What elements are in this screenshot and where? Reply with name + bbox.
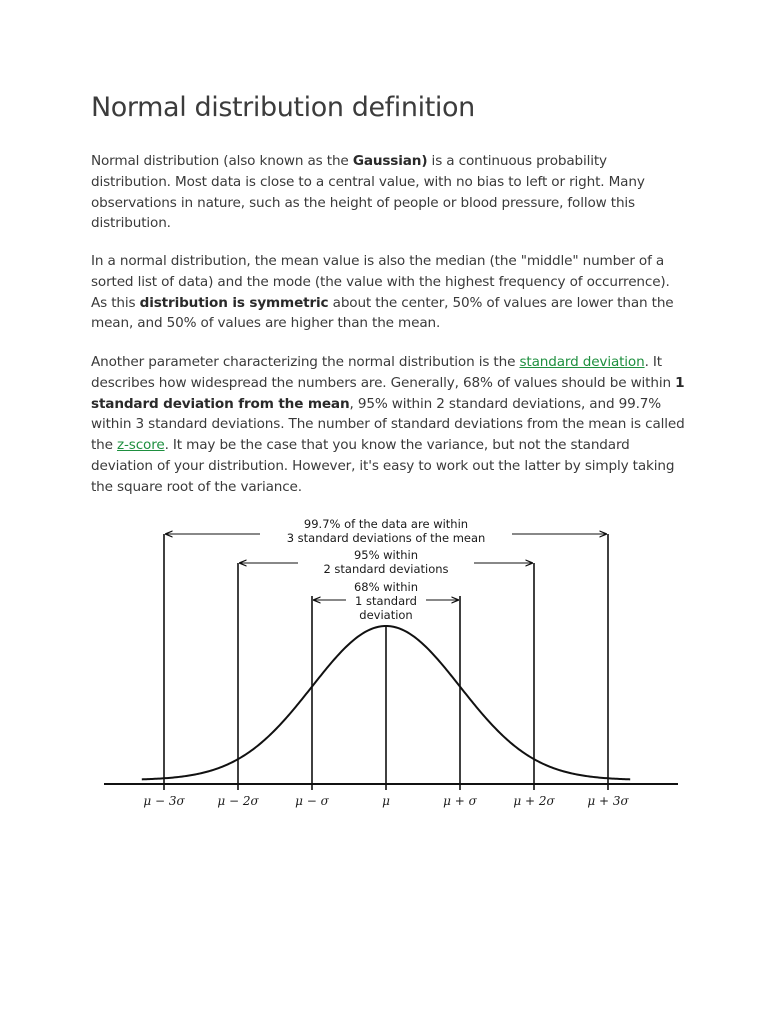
band-2sigma-label-1: 95% within [353, 548, 419, 562]
paragraph-intro-text-1: Normal distribution (also known as the [91, 153, 353, 169]
band-1sigma-label-2: 1 standard [355, 594, 417, 608]
paragraph-intro [91, 151, 685, 234]
x-tick-label-2: μ − 2σ [217, 794, 259, 808]
paragraph-median [91, 251, 685, 334]
paragraph-std-text-3: , 95% within 2 standard deviations, and 99.7% within 3 standard deviations. The number of standard deviations from the mean is called the [91, 395, 685, 454]
x-tick-label-3: μ − σ [295, 794, 329, 808]
band-3sigma-label-1: 99.7% of the data are within [303, 517, 469, 531]
band-3sigma-label-2: 3 standard deviations of the mean [286, 531, 486, 545]
paragraph-std-text-4: . It may be the case that you know the variance, but not the standard deviation of your distribution. However, it's easy to work out the latter by simply taking the square root of the variance. [91, 437, 675, 495]
standard-deviation-link[interactable]: standard deviation [519, 354, 645, 370]
symmetric-bold: distribution is symmetric [139, 294, 329, 311]
one-sd-bold: 1 standard deviation from the mean [91, 374, 685, 412]
z-score-link[interactable]: z-score [117, 437, 165, 454]
x-tick-label-1: μ − 3σ [143, 794, 185, 808]
paragraph-intro-text-2: is a continuous probability distribution. Most data is close to a central value, with no bias to left or right. Many observations in nature, such as the height of people or blood pressure, follow this distribution. [91, 153, 645, 232]
paragraph-std-text-1: Another parameter characterizing the normal distribution is the [91, 354, 520, 370]
band-1sigma-label-1: 68% within [353, 580, 419, 594]
paragraph-median-text-2: about the center, 50% of values are lower than the mean, and 50% of values are higher than the mean. [91, 294, 674, 332]
x-tick-label-6: μ + 2σ [513, 794, 555, 808]
x-tick-label-5: μ + σ [443, 794, 477, 808]
paragraph-median-text-1: In a normal distribution, the mean value is also the median (the "middle" number of a sorted list of data) and the mode (the value with the highest frequency of occurrence). As this [91, 253, 670, 311]
band-2sigma-label-2: 2 standard deviations [323, 562, 449, 576]
gaussian-bold: Gaussian) [352, 153, 428, 169]
band-1sigma-label-3: deviation [359, 608, 413, 622]
page-title: Normal distribution definition [91, 92, 475, 123]
paragraph-std-text-2: . It describes how widespread the numbers are. Generally, 68% of values should be within [91, 354, 676, 391]
x-tick-label-7: μ + 3σ [587, 794, 629, 808]
x-tick-label-4: μ [382, 794, 390, 808]
paragraph-std [91, 352, 685, 498]
normal-distribution-chart [80, 508, 690, 828]
